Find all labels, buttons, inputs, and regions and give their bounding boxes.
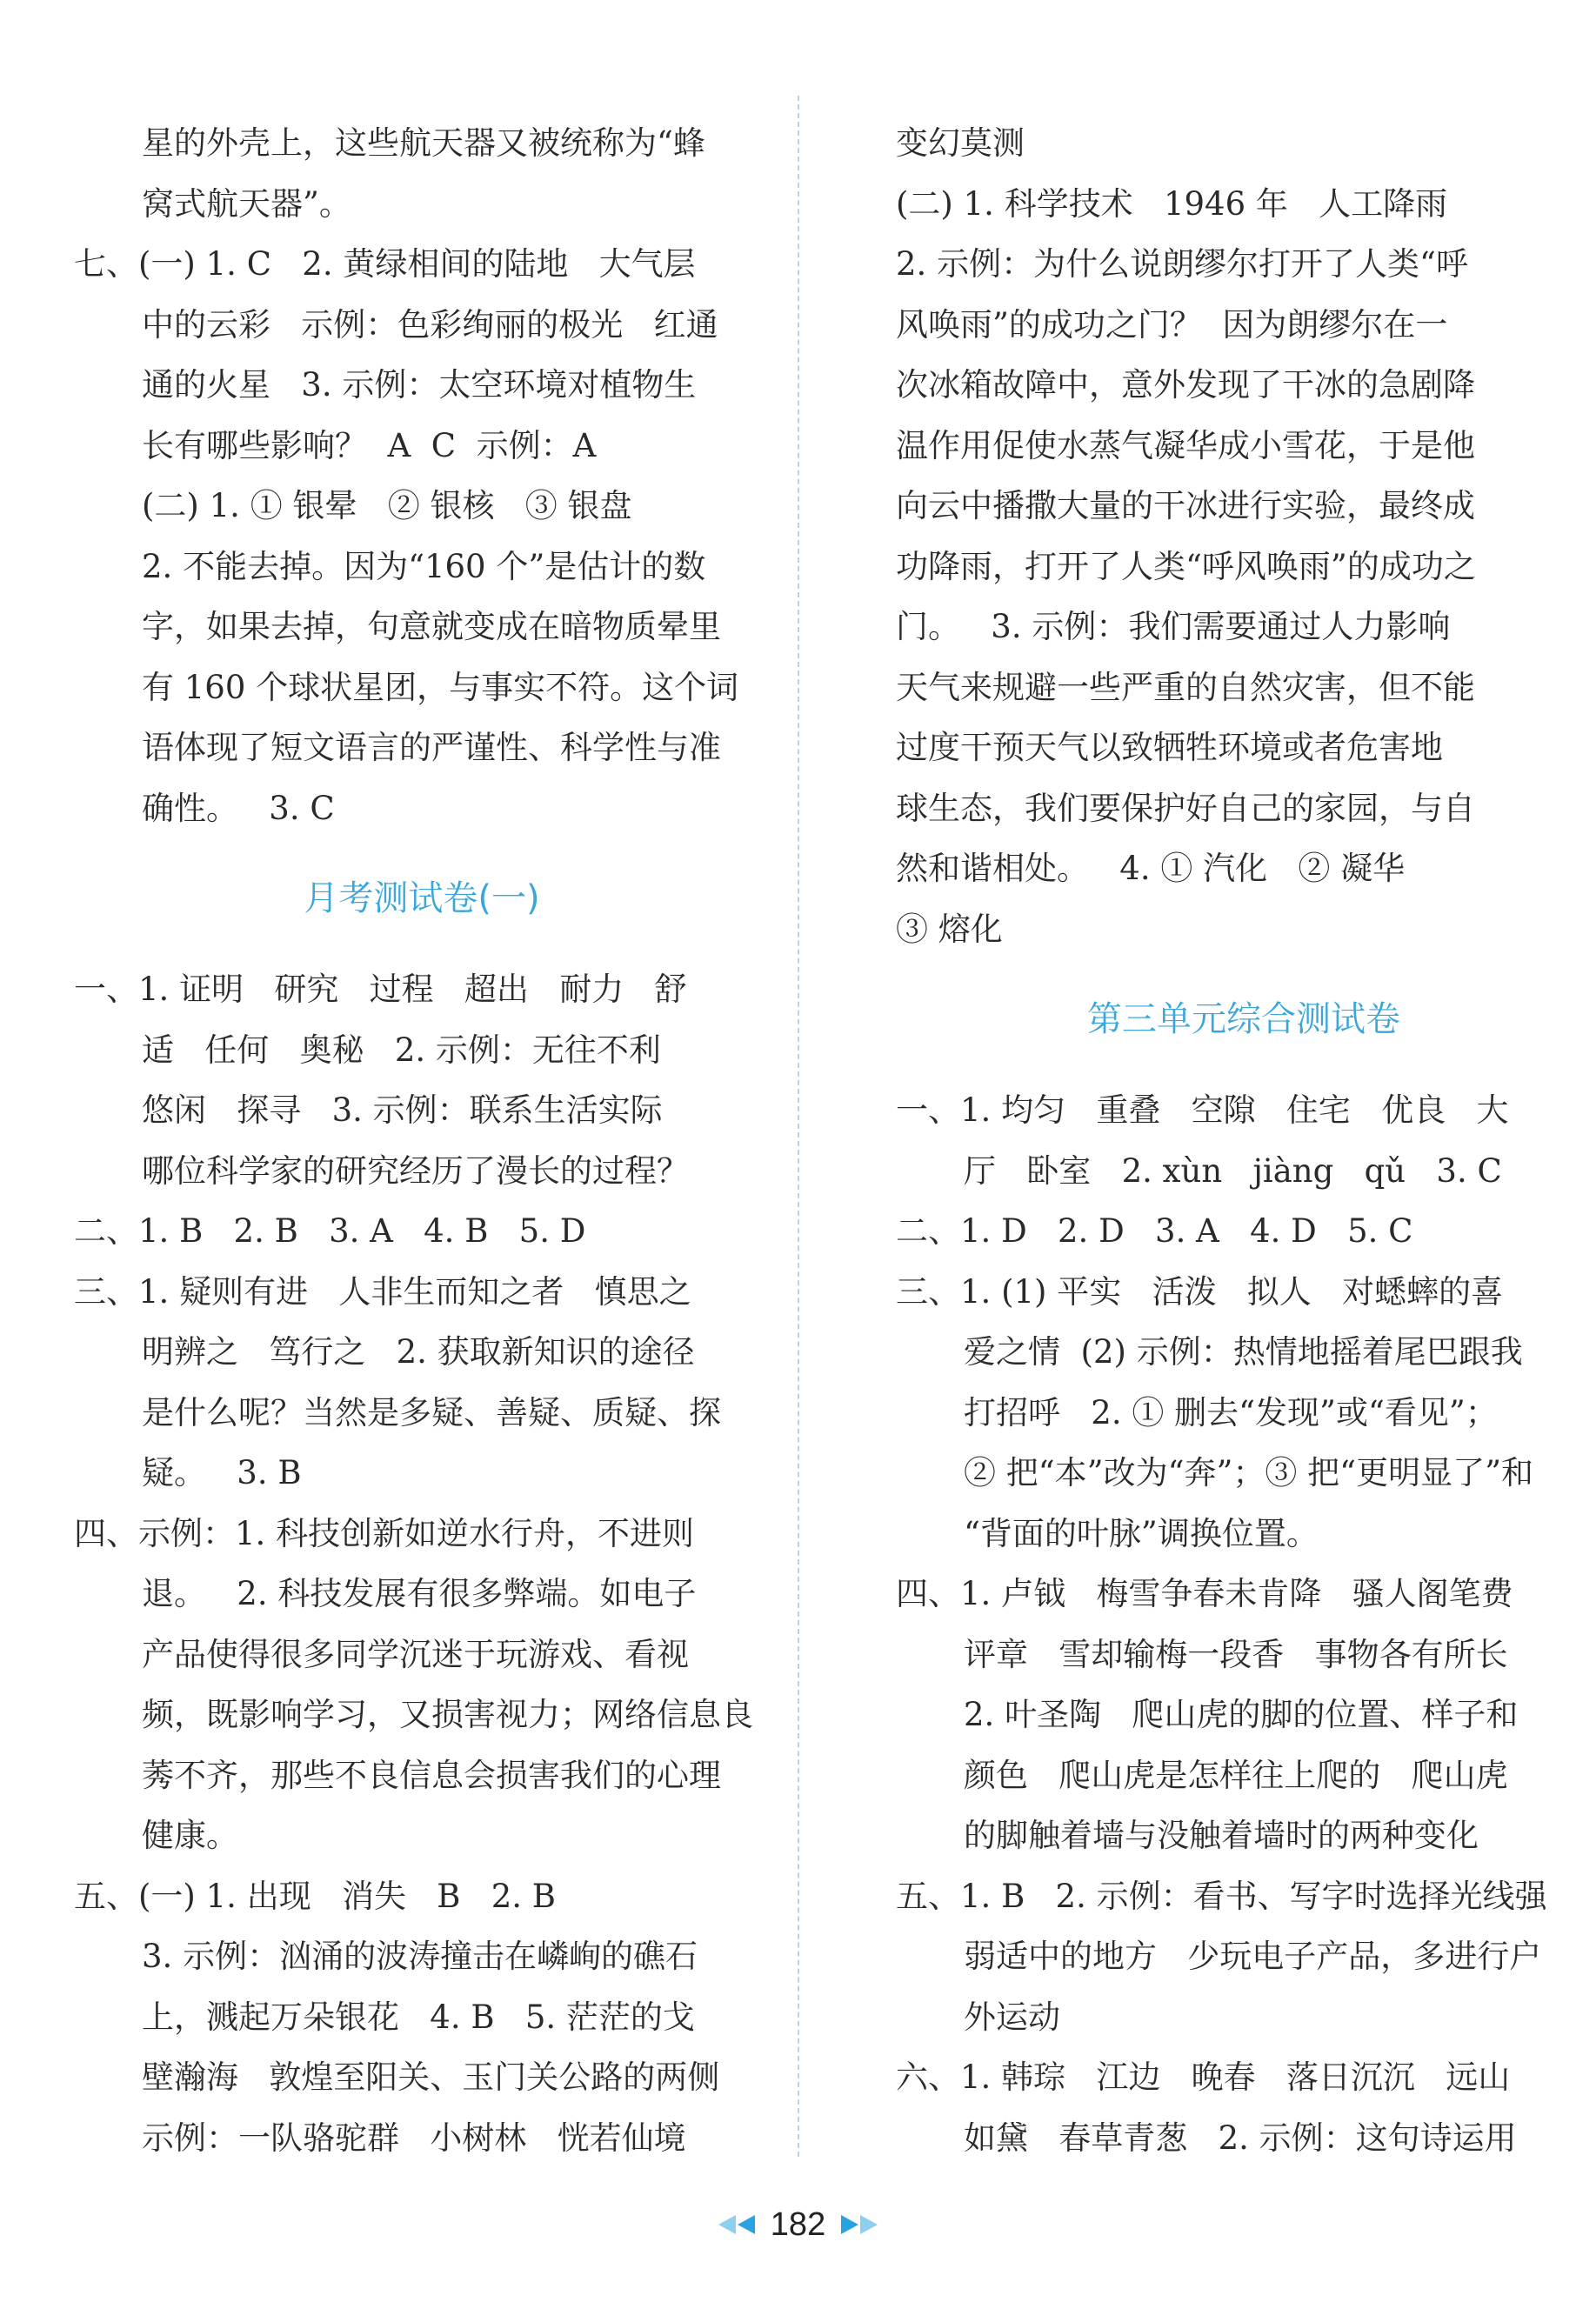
section-5-line: 五、1. B 2. 示例：看书、写字时选择光线强 — [896, 1877, 1547, 1915]
section-4-line: 频，既影响学习，又损害视力；网络信息良 — [142, 1696, 753, 1733]
prev-page-arrows[interactable] — [718, 2215, 755, 2234]
answer-line: 星的外壳上，这些航天器又被统称为“蜂 — [142, 124, 705, 162]
section-3-line: ② 把“本”改为“奔”；③ 把“更明显了”和 — [964, 1454, 1534, 1491]
section-4-line: 的脚触着墙与没触着墙时的两种变化 — [964, 1817, 1479, 1854]
section-1-line: 哪位科学家的研究经历了漫长的过程？ — [142, 1151, 689, 1190]
section-heading-monthly-test: 月考测试卷(一) — [304, 878, 540, 918]
section-5-line: 壁瀚海 敦煌至阳关、玉门关公路的两侧 — [142, 2058, 720, 2096]
section-1-line: 适 任何 奥秘 2. 示例：无往不利 — [142, 1031, 661, 1069]
section-1-line: 一、1. 均匀 重叠 空隙 住宅 优良 大 — [896, 1091, 1509, 1129]
section-1-line: 悠闲 探寻 3. 示例：联系生活实际 — [142, 1091, 663, 1129]
answer-line: 次冰箱故障中，意外发现了干冰的急剧降 — [896, 366, 1475, 404]
section-3-line: 明辨之 笃行之 2. 获取新知识的途径 — [142, 1333, 695, 1371]
section-5-line: 3. 示例：汹涌的波涛撞击在嶙峋的礁石 — [142, 1938, 698, 1975]
section-3-line: 打招呼 2. ① 删去“发现”或“看见”； — [964, 1393, 1498, 1431]
section-5-line: 五、(一) 1. 出现 消失 B 2. B — [74, 1877, 556, 1915]
right-column — [896, 113, 1592, 2168]
section-1-line: 一、1. 证明 研究 过程 超出 耐力 舒 — [74, 971, 687, 1008]
section-4-line: 2. 叶圣陶 爬山虎的脚的位置、样子和 — [964, 1696, 1519, 1733]
answer-line: 向云中播撒大量的干冰进行实验，最终成 — [896, 487, 1475, 524]
answer-line: 变幻莫测 — [896, 124, 1025, 162]
answer-line: ③ 熔化 — [896, 910, 1003, 948]
section-3-line: “背面的叶脉”调换位置。 — [964, 1514, 1319, 1552]
section-5-line: 上，溅起万朵银花 4. B 5. 茫茫的戈 — [142, 1998, 695, 2036]
answer-line: 风唤雨”的成功之门？ 因为朗缪尔在一 — [896, 305, 1448, 344]
section-4-line: 退。 2. 科技发展有很多弊端。如电子 — [142, 1575, 697, 1612]
section-7-line: 确性。 3. C — [142, 789, 335, 827]
section-7-line: 七、(一) 1. C 2. 黄绿相间的陆地 大气层 — [74, 245, 696, 283]
section-heading-unit-3-test: 第三单元综合测试卷 — [1087, 999, 1400, 1039]
arrow-right-icon — [841, 2215, 858, 2234]
answer-line: (二) 1. 科学技术 1946 年 人工降雨 — [896, 184, 1448, 223]
section-7-line: 语体现了短文语言的严谨性、科学性与准 — [142, 729, 721, 766]
page-number: 182 — [770, 2205, 826, 2243]
column-divider — [798, 96, 799, 2157]
section-7-line: 2. 不能去掉。因为“160 个”是估计的数 — [142, 547, 706, 585]
section-3-line: 三、1. 疑则有进 人非生而知之者 慎思之 — [74, 1272, 691, 1311]
next-page-arrows[interactable] — [841, 2215, 878, 2234]
section-3-line: 是什么呢？当然是多疑、善疑、质疑、探 — [142, 1393, 721, 1431]
section-4-line: 健康。 — [142, 1817, 238, 1854]
section-5-line: 示例：一队骆驼群 小树林 恍若仙境 — [142, 2119, 686, 2157]
answer-line: 天气来规避一些严重的自然灾害，但不能 — [896, 668, 1475, 706]
section-7-line: 中的云彩 示例：色彩绚丽的极光 红通 — [142, 305, 718, 344]
section-2-line: 二、1. B 2. B 3. A 4. B 5. D — [74, 1212, 586, 1250]
answer-line: 窝式航天器”。 — [142, 184, 351, 223]
section-4-line: 评章 雪却输梅一段香 事物各有所长 — [964, 1635, 1508, 1673]
section-7-line: 字，如果去掉，句意就变成在暗物质晕里 — [142, 608, 721, 645]
arrow-right-icon — [860, 2215, 878, 2234]
section-5-line: 外运动 — [964, 1998, 1060, 2036]
answer-line: 2. 示例：为什么说朗缪尔打开了人类“呼 — [896, 245, 1468, 283]
answer-line: 功降雨，打开了人类“呼风唤雨”的成功之 — [896, 547, 1476, 585]
section-4-line: 莠不齐，那些不良信息会损害我们的心理 — [142, 1756, 721, 1794]
section-4-line: 四、1. 卢钺 梅雪争春未肯降 骚人阁笔费 — [896, 1575, 1513, 1612]
answer-line: 门。 3. 示例：我们需要通过人力影响 — [896, 608, 1451, 645]
section-6-line: 六、1. 韩琮 江边 晚春 落日沉沉 远山 — [896, 2058, 1511, 2096]
section-2-line: 二、1. D 2. D 3. A 4. D 5. C — [896, 1212, 1413, 1250]
section-7-line: 通的火星 3. 示例：太空环境对植物生 — [142, 366, 697, 404]
section-3-line: 爱之情 (2) 示例：热情地摇着尾巴跟我 — [964, 1333, 1523, 1371]
arrow-left-icon — [718, 2215, 736, 2234]
section-4-line: 颜色 爬山虎是怎样往上爬的 爬山虎 — [964, 1756, 1508, 1794]
answer-line: 然和谐相处。 4. ① 汽化 ② 凝华 — [896, 850, 1406, 887]
section-4-line: 产品使得很多同学沉迷于玩游戏、看视 — [142, 1635, 689, 1673]
arrow-left-icon — [738, 2215, 755, 2234]
section-7-line: (二) 1. ① 银晕 ② 银核 ③ 银盘 — [142, 487, 632, 524]
page-footer — [0, 2199, 1596, 2251]
answer-line: 过度干预天气以致牺牲环境或者危害地 — [896, 729, 1443, 766]
section-1-line: 厅 卧室 2. xùn jiàng qǔ 3. C — [964, 1151, 1502, 1190]
section-3-line: 三、1. (1) 平实 活泼 拟人 对蟋蟀的喜 — [896, 1272, 1504, 1311]
section-7-line: 长有哪些影响？ A C 示例：A — [142, 426, 597, 464]
section-7-line: 有 160 个球状星团，与事实不符。这个词 — [142, 668, 739, 706]
left-column — [74, 113, 770, 2168]
section-3-line: 疑。 3. B — [142, 1454, 302, 1491]
section-5-line: 弱适中的地方 少玩电子产品，多进行户 — [964, 1938, 1542, 1975]
section-6-line: 如黛 春草青葱 2. 示例：这句诗运用 — [964, 2119, 1517, 2157]
section-4-line: 四、示例：1. 科技创新如逆水行舟，不进则 — [74, 1514, 695, 1552]
answer-line: 球生态，我们要保护好自己的家园，与自 — [896, 789, 1475, 827]
answer-line: 温作用促使水蒸气凝华成小雪花，于是他 — [896, 426, 1475, 464]
